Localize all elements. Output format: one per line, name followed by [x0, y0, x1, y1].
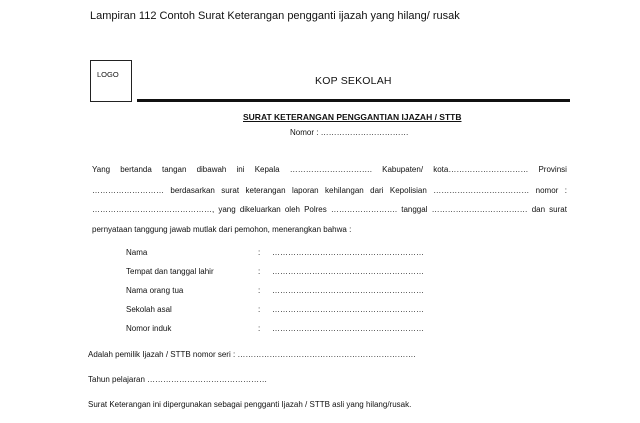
field-label-nama-orang-tua: Nama orang tua — [126, 286, 184, 295]
field-colon: : — [258, 324, 261, 333]
field-blank-nomor-induk: ………………………………………………… — [272, 324, 424, 333]
field-colon: : — [258, 248, 261, 257]
body-line-3: ………………………………………, yang dikeluarkan oleh Polres ……………………. tanggal ……………………………… dan surat — [92, 205, 567, 214]
field-blank-nama-orang-tua: ………………………………………………… — [272, 286, 424, 295]
document-caption: Lampiran 112 Contoh Surat Keterangan pengganti ijazah yang hilang/ rusak — [90, 10, 460, 22]
closing-statement: Surat Keterangan ini dipergunakan sebagai pengganti Ijazah / STTB asli yang hilang/rusak. — [88, 400, 412, 409]
body-line-4: pernyataan tanggung jawab mutlak dari pemohon, menerangkan bahwa : — [92, 225, 352, 234]
body-line-2: ……………………… berdasarkan surat keterangan laporan kehilangan dari Kepolisian ……………………………… nomor : — [92, 186, 567, 195]
body-line-1: Yang bertanda tangan dibawah ini Kepala …………………………. Kabupaten/ kota………………………… Provinsi — [92, 165, 567, 174]
academic-year-line: Tahun pelajaran ……………………………………… — [88, 375, 268, 384]
field-blank-nama: ………………………………………………… — [272, 248, 424, 257]
field-colon: : — [258, 305, 261, 314]
letterhead-divider — [137, 99, 570, 102]
serial-number-line: Adalah pemilik Ijazah / STTB nomor seri : …………………………………………………………. — [88, 350, 416, 359]
logo-placeholder — [90, 60, 132, 102]
field-blank-tempat-tanggal-lahir: ………………………………………………… — [272, 267, 424, 276]
field-label-tempat-tanggal-lahir: Tempat dan tanggal lahir — [126, 267, 214, 276]
document-number: Nomor : …………………………… — [290, 128, 409, 137]
field-label-sekolah-asal: Sekolah asal — [126, 305, 172, 314]
field-label-nomor-induk: Nomor induk — [126, 324, 172, 333]
field-colon: : — [258, 286, 261, 295]
field-blank-sekolah-asal: ………………………………………………… — [272, 305, 424, 314]
field-colon: : — [258, 267, 261, 276]
field-label-nama: Nama — [126, 248, 148, 257]
school-letterhead: KOP SEKOLAH — [315, 75, 392, 87]
logo-label: LOGO — [97, 70, 119, 79]
document-title: SURAT KETERANGAN PENGGANTIAN IJAZAH / STTB — [243, 112, 462, 122]
